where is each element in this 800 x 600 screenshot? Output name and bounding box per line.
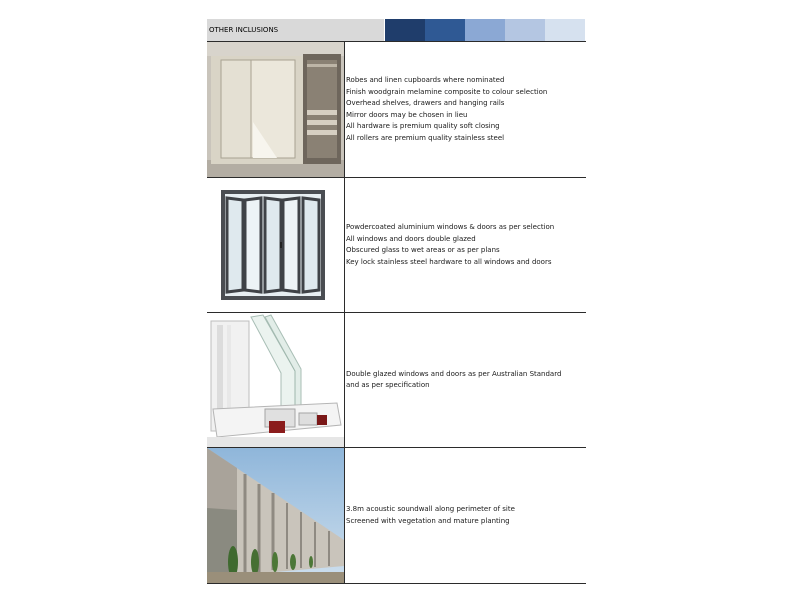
description-line: Finish woodgrain melamine composite to colour selection	[346, 87, 548, 96]
description-line: Screened with vegetation and mature planting	[346, 516, 510, 525]
description-line: Key lock stainless steel hardware to all windows and doors	[346, 257, 552, 266]
windows-description	[346, 178, 586, 312]
swatch-3	[465, 19, 505, 41]
row-divider	[344, 448, 345, 583]
description-line: Powdercoated aluminium windows & doors as per selection	[346, 223, 555, 231]
robes-description	[346, 42, 586, 177]
description-line: All rollers are premium quality stainless steel	[346, 133, 505, 142]
description-line: and as per specification	[346, 381, 430, 389]
description-line: Overhead shelves, drawers and hanging rails	[346, 99, 505, 107]
color-swatch-bar	[385, 19, 585, 41]
section-title: OTHER INCLUSIONS	[207, 19, 384, 41]
description-line: 3.8m acoustic soundwall along perimeter of site	[346, 505, 515, 513]
description-line: All windows and doors double glazed	[346, 234, 476, 243]
swatch-1	[385, 19, 425, 41]
description-line: Double glazed windows and doors as per Australian Standard	[346, 369, 562, 378]
description-line: Mirror doors may be chosen in lieu	[346, 110, 468, 119]
inclusion-row-robes	[207, 42, 586, 178]
bifold-window-photo	[207, 178, 344, 312]
inclusion-row-windows	[207, 178, 586, 313]
glazing-description	[346, 313, 586, 447]
description-line: All hardware is premium quality soft closing	[346, 122, 500, 130]
double-glazed-profile-photo	[207, 313, 344, 447]
inclusion-row-soundwall	[207, 448, 586, 584]
soundwall-photo	[207, 448, 344, 583]
soundwall-description	[346, 448, 586, 583]
inclusion-row-glazing	[207, 313, 586, 448]
section-header	[207, 19, 586, 42]
inclusions-document	[207, 19, 586, 584]
row-divider	[344, 178, 345, 312]
description-line: Obscured glass to wet areas or as per plans	[346, 246, 500, 254]
description-line: Robes and linen cupboards where nominated	[346, 76, 505, 84]
swatch-2	[425, 19, 465, 41]
swatch-4	[505, 19, 545, 41]
row-divider	[344, 42, 345, 177]
swatch-5	[545, 19, 585, 41]
row-divider	[344, 313, 345, 447]
wardrobe-photo	[207, 42, 344, 177]
